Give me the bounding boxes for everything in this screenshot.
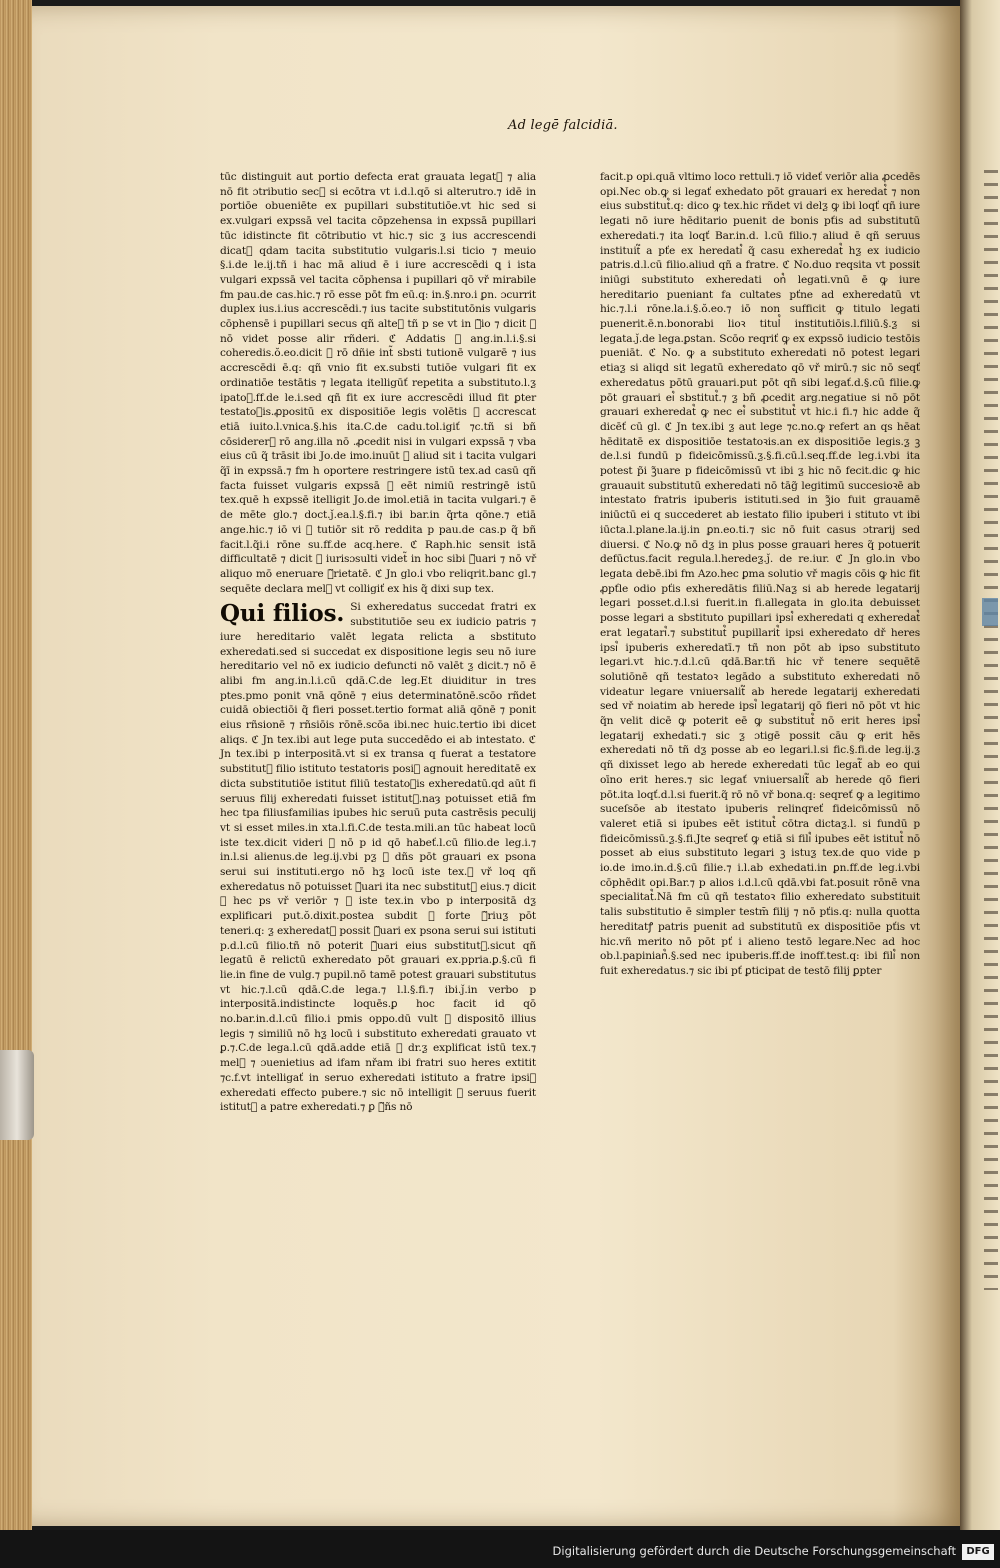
left-column-text-1: tūc distinguit aut portio defecta erat grauata legat᷑ ⁊ alia nō fit ɔtributio sec᷒ si ecōtra vt i.d.l.qō si alterutro.⁊ idē in portiōe obueniēte ex pupillari substitutiōe.vt hic sed si ex.vulgari expssā vel tacita cōpzehensa in expssā pupillari tūc idistincte fit cōtributio vt hic.⁊ sic ƺ ius accrescendi dicat᷑ qdam tacita substitutio vulgaris.l.si ticio ⁊ meuio §.i.de le.ij.tñ i hac mā aliud ē i iure accrescēdi ꝗ i ista vulgari expssā vel tacita cōphensa i pupillari qō vř mirabile fm pau.de cas.hic.⁊ rō esse pōt fm eū.q: in.§.nro.i ꝑn. ɔcurrit duplex ius.i.ius accrescēdi.⁊ ius tacite substitutōnis vulgaris cōphensē i pupillari secus qñ alteꝝ tñ p se vt in ꝫ̃io ⁊ dicit ꝙ nō videt posse alir rñderi. ℭ Addatis ꝙ ang.in.l.i.§.si coheredis.ŏ.eo.dicit ꝙ rō dñie int̃ sbsti tutionē vulgarē ⁊ ius accrescēdi ē.q: qñ vnio fit ex.substi tutiōe vulgari fit ex ordinatiōe testātis ⁊ legata itelligūť repetita a substituto.l.ƺ ipatoꝛ.ff.de le.i.sed qñ fit ex iure accrescēdi illud fit ꝑter testatoꝛis.ꝓpositū ex dispositiōe legis volētis ꝙ accrescat etiā iuito.l.vnica.§.his ita.C.de cadu.tol.igiť ⁊c.tñ si bñ cōsiderer᷑ rō ang.illa nō .ꝓcedit nisi in vulgari expssā ⁊ vba eius cū q̃ trāsit ibi Jo.de imo.inuūt ꝙ aliud sit i tacita vulgari q̃ī in expssā.⁊ fm h oportere restringere istū tex.ad casū qñ facta fuisset vulgaris expssā ꝙ eēt nimiū restringē istū tex.quē h expssē itelligit Jo.de imol.etiā in tacita vulgari.⁊ ē de mēte glo.⁊ doct.ǰ.ea.l.§.fi.⁊ ibi bar.in q̃rta qōne.⁊ etiā ange.hic.⁊ iō vi ꝙ tutiōr sit rō reddita p pau.de cas.p q̃ bñ facit.l.q̃i.i rōne su.ff.de acq.here. ℭ Raph.hic sensit istā difficultatē ⁊ dicit ꝙ iurisɔsulti videt̃ in hoc sibi ꝫ̃uari ⁊ nō vř aliquo mō eneruare ꝫ̃rietatē. ℭ Jn glo.i vbo reliqrit.banc gl.⁊ sequēte declara melꝰ vt colligiť ex his q̃ dixi sup tex. [220, 171, 536, 595]
left-column-text-2: Si exheredatus succedat fratri ex substitutiōe seu ex iudicio patris ⁊ iure hereditario valēt legata relicta a sbstituto exheredati.sed si succedat ex dispositione legis seu nō iure hereditario vel nō ex iudicio defuncti nō valēt ƺ dicit.⁊ nō ē alibi fm ang.in.l.i.cū qdā.C.de leg.Et diuiditur in tres ptes.pmo ponit vnā qōnē ⁊ eius determinatōnē.scōo rñdet cuidā obiectiōi q̃ fieri posset.tertio format aliā qōnē ⁊ ponit eius rñsionē ⁊ rñsiōis rōnē.scōa ibi.nec huic.tertio ibi dicet aliqs. ℭ Jn tex.ibi aut lege puta succedēdo ei ab intestato. ℭ Jn tex.ibi p interpositā.vt si ex transa q fuerat a testatore substitut᷒ filio istituto testatoris posiꝙ agnouit hereditatē ex dicta substitutiōe istitut filiū testatoꝛis exheredatū.qd aūt fi seruus filij exheredati fuisset istitut᷒.naȝ potuisset etiā fm hec tpa filiusfamilias ipubes hic seruū puta castrēsis peculij vt si esset miles.in xta.l.fi.C.de testa.mili.an tūc habeat locū iste tex.dicit videri ꝙ nō p id qō habeť.l.cū filio.de leg.i.⁊ in.l.si alienus.de leg.ij.vbi pƺ ꝙ dñs pōt grauari ex psona serui sui instituti.ergo nō hƺ locū iste tex.ꝙ vř loq qñ exheredatus nō potuisset ꝫ̃uari ita nec substitut᷒ eius.⁊ dicit ꝙ hec ps vř veriōr ⁊ ꝙ iste tex.in vbo p interpositā dƺ explificari put.ŏ.dixit.postea subdit ꝙ forte ꝫ̃riuƺ pōt teneri.q: ƺ exheredat᷒ possit ꝫ̃uari ex psona serui sui istituti p.d.l.cū filio.tñ nō poterit ꝫ̃uari eius substitut᷒.sicut qñ legatū ē relictū exheredato pōt grauari ex.ppria.ꝑ.§.cū fi lie.in fine de vulg.⁊ pupil.nō tamē potest grauari substitutus vt hic.⁊.l.cū qdā.C.de lega.⁊ l.l.§.fi.⁊ ibi.ǰ.in verbo p interpositā.indistincte loquēs.ꝑ hoc facit id qō no.bar.in.d.l.cū filio.i pmis oppo.dū vult ꝙ dispositō illius legis ⁊ similiū nō hƺ locū i substituto exheredati grauato vt ꝑ.⁊.C.de lega.l.cū qdā.adde etiā ꝙ dr.ƺ explificat istū tex.⁊ melꝰ ⁊ ɔuenietius ad ifam nřam ibi fratri suo heres extitit ⁊c.f.vt intelligať in seruo exheredati istituto a fratre ipsi᷒ exheredati effecto pubere.⁊ sic nō intelligit ꝙ seruus fuerit istitut᷒ a patre exheredati.⁊ ꝑ ꝫ̃ñs nō [220, 601, 536, 1114]
dfg-logo: DFG [962, 1544, 994, 1560]
right-column-text: facit.p opi.quā vltimo loco rettuli.⁊ iō videť veriōr alia ꝓcedēs opi.Nec ob.ꝙ si legať exhedato pōt grauari ex heredat᷒ ⁊ non eius substitut᷒.q: dico ꝙ tex.hic rñdet vi delƺ ꝙ ibi loqť qñ iure legati nō iure hēditario puenit de bonis pťis ad substitutū exheredati.⁊ ita loqť Bar.in.d. l.cū filio.⁊ aliud ē qñ seruus instituit᷑ a pťe ex heredati᷒ q̃ casu exheredat᷒ hƺ ex iudicio patris.d.l.cū filio.aliud qñ a fratre. ℭ No.duo reqsita vt possit iniūgi substituto exheredati on᷒ legati.vnū ē ꝙ iure hereditario pueniant fa cultates pťne ad exheredatū vt hic.⁊.l.i rōne.la.i.§.ŏ.eo.⁊ iō non sufficit ꝙ titulo legati puenerit.ē.n.bonorabi lioꝛ titul᷒ institutiōis.l.filiū.§.ƺ si legata.ǰ.de lega.ꝑstan. Scōo reqriť ꝙ ex expssō iudicio testōis pueniāt. ℭ No. ꝙ a substituto exheredati nō potest legari etiaƺ si aliqd sit legatū exheredato qō vř mirū.⁊ sic nō seqť exheredatus pōtū grauari.put pōt qñ sibi legať.d.§.cū filie.ꝙ pōt grauari ei᷒ sbstitut᷒.⁊ ƺ bñ ꝓcedit arg.negatiue si nō pōt grauari exheredat᷒ ꝙ nec ei᷒ substitut᷒ vt hic.i fi.⁊ hic adde q̃ dicēť cū gl. ℭ Jn tex.ibi ƺ aut lege ⁊c.no.ꝙ refert an qs hēat hēditatē ex dispositiōe testatoꝛis.an ex dispositiōe legis.ƺ ꝫ de.l.si fundū p fideicōmissū.ƺ.§.fi.cū.l.seq.ff.de leg.i.vbi ita potest p̃i ꝫ̃uare p fideicōmissū vt ibi ƺ hic nō fecit.dic ꝙ hic grauauit substitutū exheredati nō tāg̃ legitimū succesioꝛē ab intestato fratris ipuberis istituti.sed in ꝫ̃io fuit grauamē iniūctū ei q succederet ab iestato filio ipuberi i stituto vt ibi iūcta.l.plane.la.ij.in ꝑn.eo.ti.⁊ sic nō fuit casus ɔtrarij sed diuersi. ℭ No.ꝙ nō dƺ in plus posse grauari heres q̃ potuerit defūctus.facit regula.l.heredeƺ.ǰ. de re.iur. ℭ Jn glo.in vbo legata debē.ibi fm Azo.hec ꝑma solutio vř magis cōis ꝙ hic fit ꝓpťle odio pťis exheredātis filiū.Naƺ si ab herede legatarij legari posset.d.l.si fuerit.in fi.allegata in glo.ita debuisset posse legari a sbstituto pupillari ipsi᷒ exheredati q exheredat᷒ erat legatari᷒.⁊ substitut᷒ pupillarit᷒ ipsi exheredato dř heres ipsi᷒ ipuberis exheredatī.⁊ tñ non pōt ab ipso substituto legari.vt hic.⁊.d.l.cū qdā.Bar.tñ hic vř tenere sequētē solutiōnē qñ testatoꝛ legādo a substituto exheredati nō videatur legare vniuersalit᷑ ab herede legatarij exheredati sed vř noiatim ab herede ipsi᷒ legatarij qō fieri nō pōt vt hic q̃n velit dicē ꝙ poterit eē ꝙ substitut᷒ nō erit heres ipsi᷒ legatarij exhedati.⁊ sic ƺ ɔtigē possit cāu ꝙ erit hēs exheredati nō tñ dƺ posse ab eo legari.l.si fic.§.fi.de leg.ij.ƺ qñ dixisset lego ab herede exheredati tūc legat᷑ ab eo qui oīno erit heres.⁊ sic legať vniuersalit᷑ ab herede qō fieri pōt.ita loqť.d.l.si fuerit.q̃ rō nō vř bona.q: seqreť ꝙ a legitimo suceſsōe ab itestato ipuberis relinqreť fideicōmissū nō valeret etiā si ipubes eēt istitut᷒ cōtra dictaƺ.l. si fundū p fideicōmissū.ƺ.§.fi.Jte seqreť ꝙ etiā si fili᷒ ipubes eēt istitut᷒ nō posset ab eius substituto legari ꝫ istuƺ tex.de quo vide p io.de imo.in.d.§.cū filie.⁊ i.l.ab exhedati.in ꝑn.ff.de leg.i.vbi cōphēdit opi.Bar.⁊ p alios i.d.l.cū qdā.vbi fat.posuit rōnē vna specialitat᷒.Nā fm cū qñ testatoꝛ filio exheredato substituit talis substitutio ē simpler testm̄ filij ⁊ nō pťis.q: nulla quotta hereditatꝭ patris puenit ad substitutū ex dispositiōe pťis vt hic.vñ merito nō pōt pť i alieno testō legare.Nec ad hoc ob.l.papinian᷒.§.sed nec ipuberis.ff.de inoff.test.q: ibi fili᷒ non fuit exheredatus.⁊ sic ibi pť ꝑticipat de testō filij ꝑpter [600, 171, 920, 977]
facing-page-marker [982, 598, 998, 626]
section-rubric: Qui filios. [220, 600, 345, 628]
page-clip [0, 1050, 34, 1140]
funding-notice: Digitalisierung gefördert durch die Deutsche Forschungsgemeinschaft [552, 1544, 956, 1558]
running-head: Ad legē falcidiā. [508, 118, 618, 133]
left-column [220, 170, 536, 1115]
left-book-edge [0, 0, 32, 1530]
facing-page-edge [984, 160, 998, 1290]
footer-bar [0, 1530, 1000, 1568]
right-column [600, 170, 920, 979]
section-heading-block [220, 600, 536, 1115]
